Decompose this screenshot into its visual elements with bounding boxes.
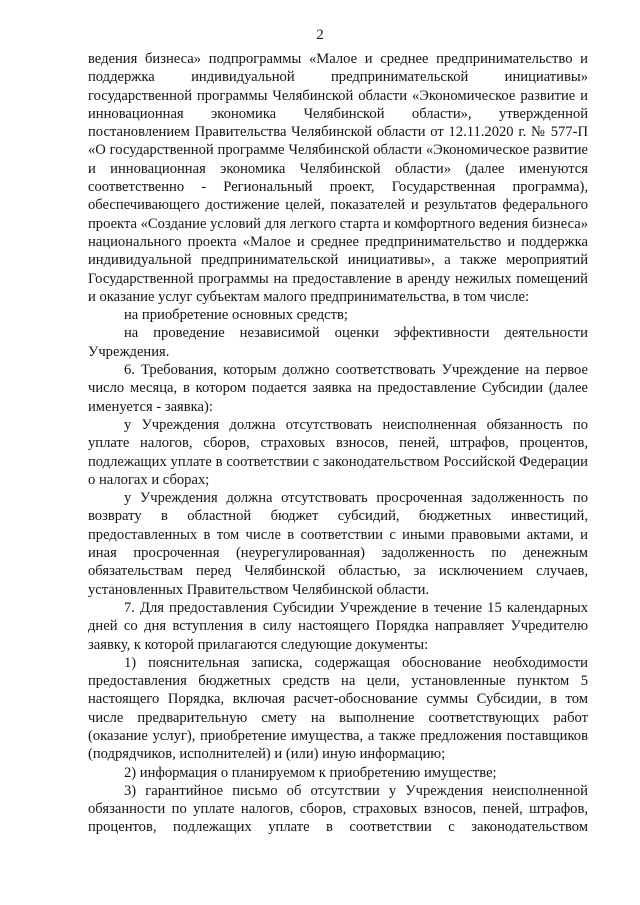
document-item-guarantee-letter: 3) гарантийное письмо об отсутствии у Учреждения неисполненной обязанности по уплате налогов, сборов, страховых взносов, пеней, штрафов, процентов, подлежащих уплате в соответствии с законодательством	[88, 782, 588, 836]
requirement-no-overdue-debt: у Учреждения должна отсутствовать просроченная задолженность по возврату в областной бюджет субсидий, бюджетных инвестиций, предоставленных в том числе в соответствии с иными правовыми актами, и иная просроченная (неурегулированная) задолженность по денежным обязательствам перед Челябинской областью, за исключением случаев, установленных Правительством Челябинской области.	[88, 490, 588, 598]
paragraph-section-6: 6. Требования, которым должно соответствовать Учреждение на первое число месяца, в котором подается заявка на предоставление Субсидии (далее именуется - заявка):	[88, 362, 588, 415]
page-number: 2	[316, 27, 324, 43]
list-item-fixed-assets: на приобретение основных средств;	[124, 307, 348, 324]
paragraph-continuation: ведения бизнеса» подпрограммы «Малое и среднее предпринимательство и поддержка индивидуальной предпринимательской инициативы» государственной программы Челябинской области «Экономическое развитие и инновационная экономика Челябинской области», утвержденной постановлением Правительства Челябинской области от 12.11.2020 г. № 577-П «О государственной программе Челябинской области «Экономическое развитие и инновационная экономика Челябинской области» (далее именуются соответственно - Региональный проект, Государственная программа), обеспечивающего достижение целей, показателей и результатов федерального проекта «Создание условий для легкого старта и комфортного ведения бизнеса» национального проекта «Малое и среднее предпринимательство и поддержка индивидуальной предпринимательской инициативы», а также мероприятий Государственной программы на предоставление в аренду нежилых помещений и оказание услуг субъектам малого предпринимательства, в том числе:	[88, 51, 588, 305]
paragraph-section-7: 7. Для предоставления Субсидии Учреждение в течение 15 календарных дней со дня вступления в силу настоящего Порядка направляет Учредителю заявку, к которой прилагаются следующие документы:	[88, 599, 588, 653]
list-item-independent-evaluation: на проведение независимой оценки эффективности деятельности Учреждения.	[88, 325, 588, 360]
document-item-property-info: 2) информация о планируемом к приобретению имуществе;	[124, 764, 497, 781]
document-body	[88, 50, 588, 837]
document-item-explanatory-note: 1) пояснительная записка, содержащая обоснование необходимости предоставления бюджетных средств на цели, установленные пунктом 5 настоящего Порядка, включая расчет-обоснование суммы Субсидии, в том числе предварительную смету на выполнение соответствующих работ (оказание услуг), приобретение имущества, а также предложения поставщиков (подрядчиков, исполнителей) и (или) иную информацию;	[88, 654, 588, 763]
requirement-no-tax-debt: у Учреждения должна отсутствовать неисполненная обязанность по уплате налогов, сборов, страховых взносов, пеней, штрафов, процентов, подлежащих уплате в соответствии с законодательством Российской Федерации о налогах и сборах;	[88, 416, 588, 488]
